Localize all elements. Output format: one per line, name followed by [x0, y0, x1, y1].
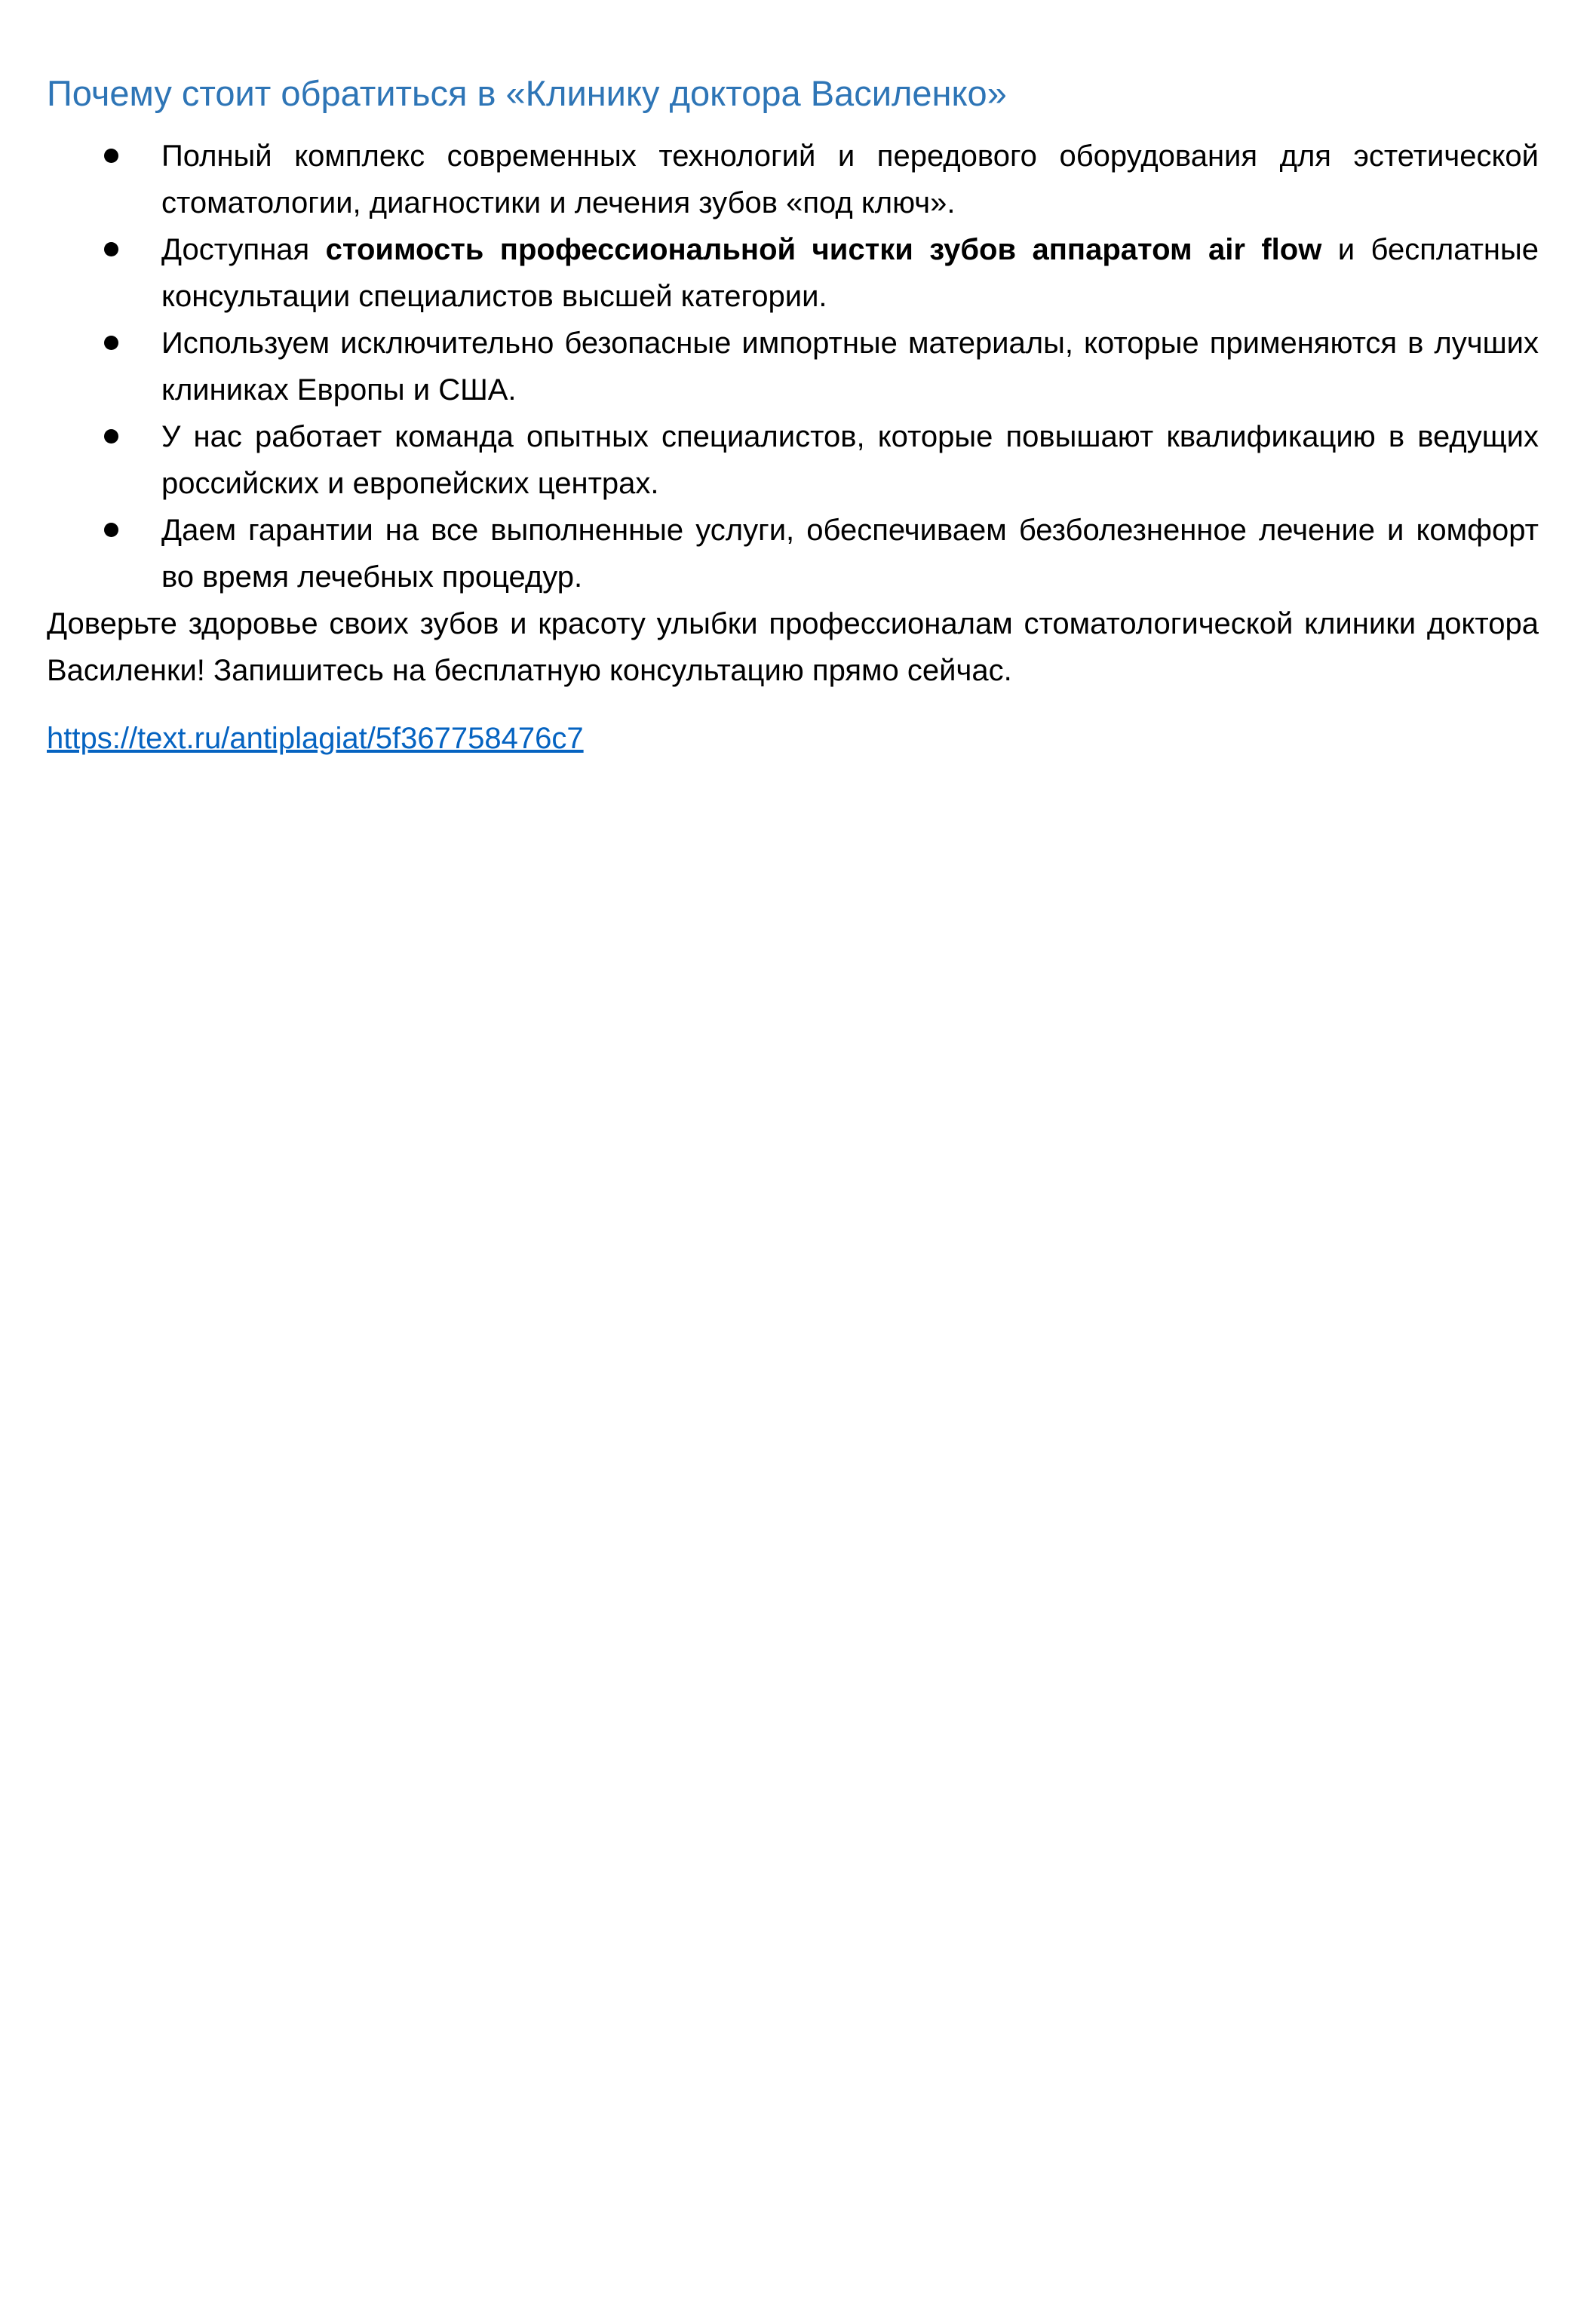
bullet-icon [104, 149, 118, 163]
list-item [47, 413, 1539, 507]
list-item [47, 226, 1539, 320]
closing-paragraph: Доверьте здоровье своих зубов и красоту улыбки профессионалам стоматологической клиники доктора Василенки! Запишитесь на бесплатную консультацию прямо сейчас. [47, 607, 1539, 687]
list-item-text-after: и бесплатные консультации специалистов высшей категории. [161, 233, 1539, 313]
page-title: Почему стоит обратиться в «Клинику доктора Василенко» [47, 73, 1007, 113]
bullet-icon [104, 429, 118, 444]
list-item [47, 320, 1539, 413]
antiplagiat-link[interactable]: https://text.ru/antiplagiat/5f367758476c7 [47, 722, 584, 755]
list-item-text: Полный комплекс современных технологий и передового оборудования для эстетической стоматологии, диагностики и лечения зубов «под ключ». [161, 140, 1539, 219]
benefits-list [47, 133, 1539, 600]
list-item-text: Используем исключительно безопасные импортные материалы, которые применяются в лучших клиниках Европы и США. [161, 327, 1539, 407]
list-item [47, 133, 1539, 226]
list-item [47, 507, 1539, 600]
bullet-icon [104, 523, 118, 537]
list-item-text: У нас работает команда опытных специалистов, которые повышают квалификацию в ведущих российских и европейских центрах. [161, 420, 1539, 500]
list-item-text: Даем гарантии на все выполненные услуги, обеспечиваем безболезненное лечение и комфорт во время лечебных процедур. [161, 514, 1539, 594]
list-item-bold-text: стоимость профессиональной чистки зубов аппаратом air flow [325, 233, 1322, 266]
document-content [47, 66, 1539, 762]
list-item-text-before: Доступная [161, 233, 326, 266]
bullet-icon [104, 242, 118, 256]
bullet-icon [104, 336, 118, 350]
